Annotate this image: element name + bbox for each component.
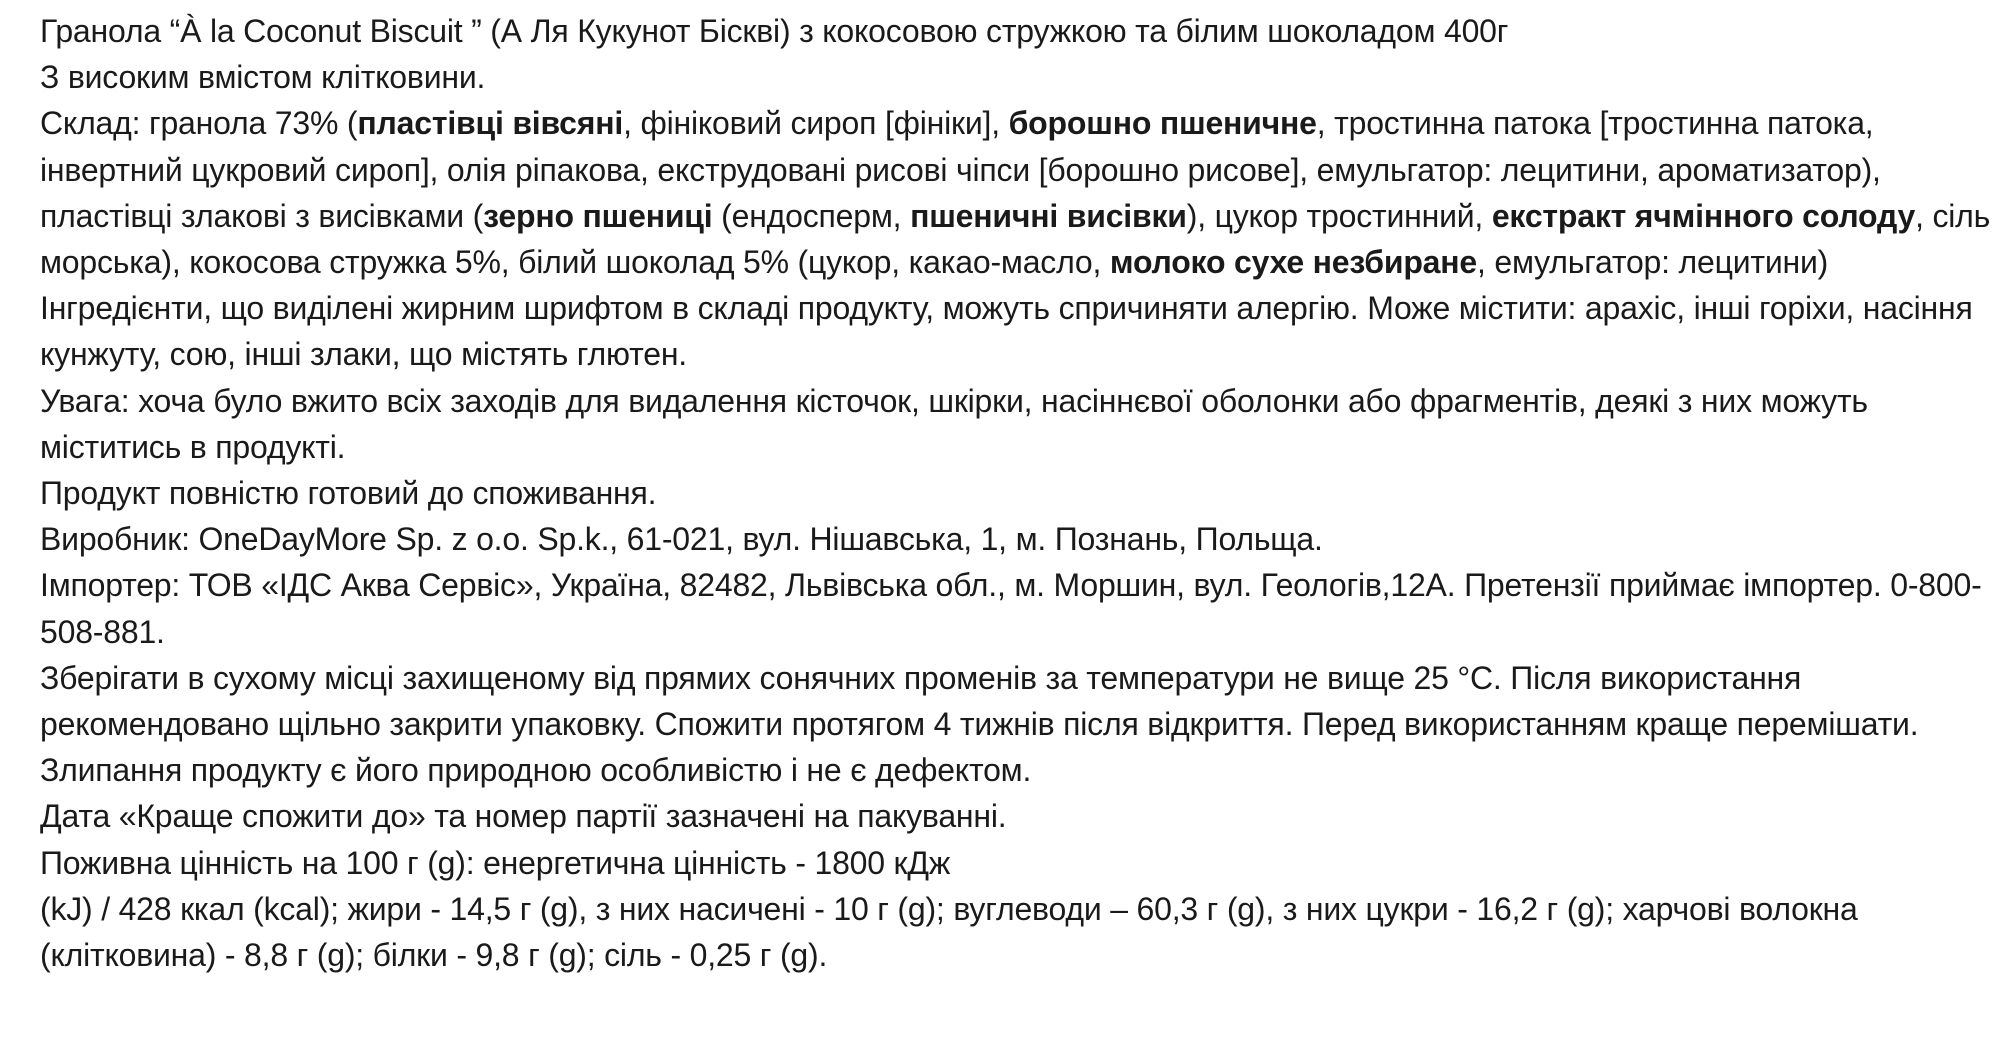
ready-note: Продукт повністю готовий до споживання. (40, 475, 657, 512)
allergen-ingredient: пластівці вівсяні (357, 105, 624, 142)
composition-paragraph (40, 100, 1995, 285)
best-before-note: Дата «Краще спожити до» та номер партії зазначені на пакуванні. (40, 798, 1007, 835)
composition-text: Склад: гранола 73% ( (40, 105, 358, 142)
allergen-note: Інгредієнти, що виділені жирним шрифтом в складі продукту, можуть спричиняти алергію. Може містити: арахіс, інші горіхи, насіння кунжуту, сою, інші злаки, що містять глютен. (40, 290, 1973, 373)
nutrition-line-1: Поживна цінність на 100 г (g): енергетична цінність - 1800 кДж (40, 844, 951, 881)
label-text-document (40, 8, 1995, 978)
composition-text: (ендосперм, (712, 197, 911, 234)
composition-text: , сіль морська), кокосова стружка 5%, білий шоколад 5% (цукор, какао-масло, (40, 197, 1991, 281)
warning-note: Увага: хоча було вжито всіх заходів для видалення кісточок, шкірки, насіннєвої оболонки або фрагментів, деякі з них можуть міститись в продукті. (40, 382, 1868, 465)
nutrition-line-2: (kJ) / 428 ккал (kcal); жири - 14,5 г (g), з них насичені - 10 г (g); вуглеводи – 60,3 г (g), з них цукри - 16,2 г (g); харчові волокна (клітковина) - 8,8 г (g); білки - 9,8 г (g); сіль - 0,25 г (g). (40, 890, 1858, 974)
storage-instructions: Зберігати в сухому місці захищеному від прямих сонячних променів за температури не вище 25 °C. Після використання рекомендовано щільно закрити упаковку. Спожити протягом 4 тижнів після відкриття. Перед використанням краще перемішати. Злипання продукту є його природною особливістю і не є дефектом. (40, 659, 1919, 789)
allergen-ingredient: зерно пшениці (483, 197, 713, 234)
composition-text: , емульгатор: лецитини) (1477, 244, 1829, 281)
composition-text: , тростинна патока [тростинна патока, інвертний цукровий сироп], олія ріпакова, екструдовані рисові чіпси [борошно рисове], емульгатор: лецитини, ароматизатор), пластівці злакові з висівками ( (40, 105, 1881, 234)
manufacturer-info: Виробник: OneDayMore Sp. z o.o. Sp.k., 61-021, вул. Нішавська, 1, м. Познань, Польща. (40, 521, 1323, 558)
composition-text: , фініковий сироп [фініки], (623, 105, 1009, 142)
allergen-ingredient: пшеничні висівки (910, 197, 1187, 234)
allergen-ingredient: екстракт ячмінного солоду (1491, 197, 1916, 234)
allergen-ingredient: борошно пшеничне (1008, 105, 1317, 142)
product-title: Гранола “À la Coconut Biscuit ” (А Ля Кукунот Бісквi) з кокосовою стружкою та білим шоколадом 400г (40, 13, 1509, 49)
fiber-note: З високим вмістом клітковини. (40, 59, 486, 96)
allergen-ingredient: молоко сухе незбиране (1109, 244, 1478, 281)
importer-info: Імпортер: ТОВ «ІДС Аква Сервіс», Україна, 82482, Львівська обл., м. Моршин, вул. Геологів,12А. Претензії приймає імпортер. 0-800-508-881. (40, 567, 1982, 650)
composition-text: ), цукор тростинний, (1186, 197, 1492, 234)
